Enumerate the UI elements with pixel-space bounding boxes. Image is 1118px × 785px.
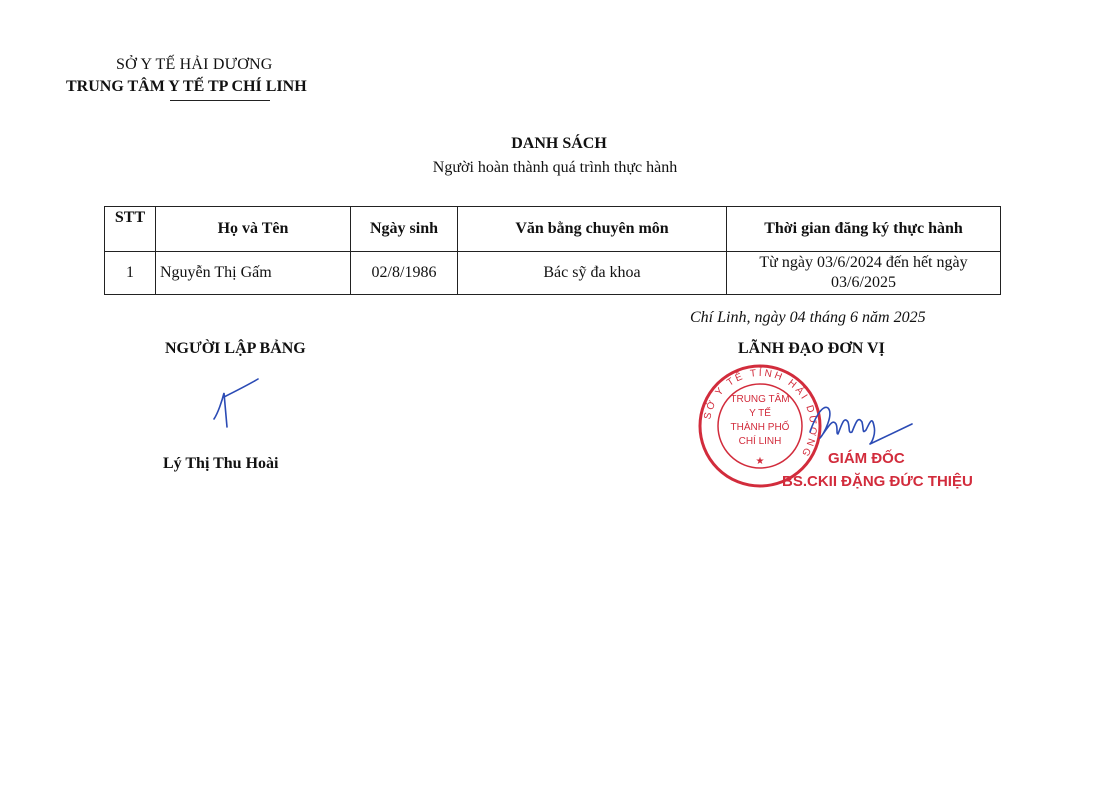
star-icon: ★ — [755, 456, 765, 467]
cell-name: Nguyễn Thị Gấm — [156, 252, 351, 295]
date-line: Chí Linh, ngày 04 tháng 6 năm 2025 — [690, 309, 926, 326]
header-name: Họ và Tên — [156, 207, 351, 252]
header-stt: STT — [105, 207, 156, 252]
cell-period — [727, 252, 1001, 295]
maker-signature — [200, 375, 270, 435]
maker-name: Lý Thị Thu Hoài — [163, 455, 279, 472]
stamp-ring-text: SỞ Y TẾ TỈNH HẢI DƯƠNG — [702, 367, 819, 460]
director-signature — [800, 398, 920, 458]
header-underline — [170, 100, 270, 101]
cell-period-line1: Từ ngày 03/6/2024 đến hết ngày — [759, 254, 968, 271]
stamp-line-3: THÀNH PHỐ — [730, 422, 790, 433]
cell-period-line2: 03/6/2025 — [831, 274, 896, 291]
practitioner-table — [104, 206, 1001, 295]
leader-title: LÃNH ĐẠO ĐƠN VỊ — [738, 340, 885, 357]
director-role: GIÁM ĐỐC — [828, 450, 905, 467]
maker-title: NGƯỜI LẬP BẢNG — [165, 340, 306, 357]
header-degree: Văn bằng chuyên môn — [458, 207, 727, 252]
document-subtitle: Người hoàn thành quá trình thực hành — [432, 159, 678, 176]
stamp-line-1: TRUNG TÂM — [730, 394, 790, 405]
document-title: DANH SÁCH — [511, 135, 607, 152]
cell-dob: 02/8/1986 — [351, 252, 458, 295]
stamp-line-4: CHÍ LINH — [738, 436, 782, 447]
header-period: Thời gian đăng ký thực hành — [727, 207, 1001, 252]
table-row — [105, 252, 1001, 295]
cell-stt: 1 — [105, 252, 156, 295]
cell-degree: Bác sỹ đa khoa — [458, 252, 727, 295]
department-name: SỞ Y TẾ HẢI DƯƠNG — [116, 56, 273, 73]
header-dob: Ngày sinh — [351, 207, 458, 252]
director-name: BS.CKII ĐẶNG ĐỨC THIỆU — [782, 473, 973, 490]
unit-name: TRUNG TÂM Y TẾ TP CHÍ LINH — [66, 78, 307, 95]
table-header-row — [105, 207, 1001, 252]
stamp-line-2: Y TẾ — [749, 408, 771, 419]
